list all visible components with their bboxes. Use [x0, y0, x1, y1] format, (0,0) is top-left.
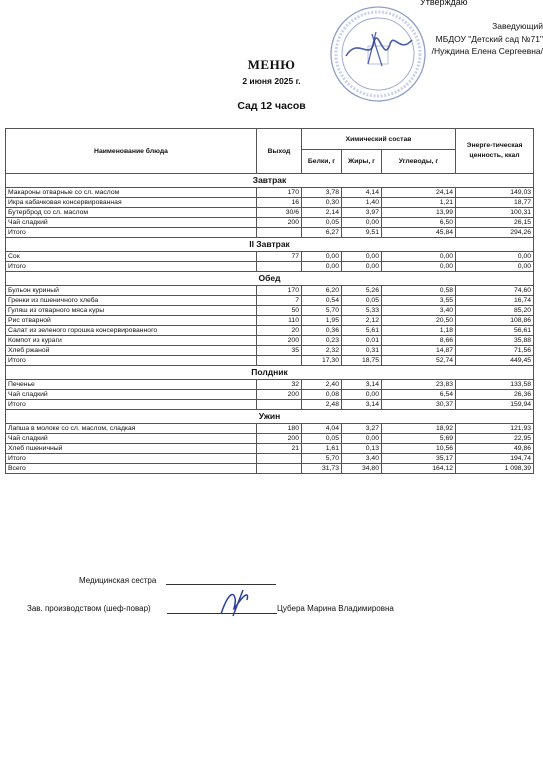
cell-fat: 18,75: [342, 356, 382, 366]
cell-yield: [257, 262, 302, 272]
cell-carb: 0,00: [382, 252, 456, 262]
cell-yield: 20: [257, 326, 302, 336]
cell-carb: 6,54: [382, 390, 456, 400]
cell-kcal: 100,31: [456, 208, 534, 218]
cell-carb: 0,00: [382, 262, 456, 272]
cell-name: Чай сладкий: [6, 434, 257, 444]
cell-protein: 17,30: [302, 356, 342, 366]
header-name: Наименование блюда: [6, 129, 257, 174]
section-row: [6, 272, 534, 286]
table-row: [6, 262, 534, 272]
cell-name: Сок: [6, 252, 257, 262]
cell-kcal: 71,56: [456, 346, 534, 356]
cell-protein: 2,14: [302, 208, 342, 218]
cell-name: Компот из кураги: [6, 336, 257, 346]
cell-yield: [257, 228, 302, 238]
cell-fat: 2,12: [342, 316, 382, 326]
cell-protein: 0,36: [302, 326, 342, 336]
cell-carb: 10,56: [382, 444, 456, 454]
cell-yield: 16: [257, 198, 302, 208]
chef-label: Зав. производством (шеф-повар): [27, 604, 151, 613]
cell-kcal: 0,00: [456, 252, 534, 262]
cell-name: Чай сладкий: [6, 218, 257, 228]
cell-carb: 1,18: [382, 326, 456, 336]
section-title: II Завтрак: [6, 238, 534, 252]
nurse-signature-line: [166, 584, 276, 585]
cell-yield: 7: [257, 296, 302, 306]
cell-yield: 200: [257, 434, 302, 444]
cell-carb: 20,50: [382, 316, 456, 326]
cell-carb: 18,92: [382, 424, 456, 434]
cell-fat: 3,14: [342, 380, 382, 390]
header-carb: Углеводы, г: [382, 150, 456, 174]
cell-carb: 52,74: [382, 356, 456, 366]
cell-fat: 3,40: [342, 454, 382, 464]
cell-protein: 4,04: [302, 424, 342, 434]
cell-fat: 5,26: [342, 286, 382, 296]
cell-kcal: 1 098,39: [456, 464, 534, 474]
cell-name: Макароны отварные со сл. маслом: [6, 188, 257, 198]
cell-protein: 6,27: [302, 228, 342, 238]
approval-heading: Утверждаю: [420, 0, 468, 7]
cell-kcal: 449,45: [456, 356, 534, 366]
section-title: Ужин: [6, 410, 534, 424]
cell-protein: 0,08: [302, 390, 342, 400]
table-row: [6, 326, 534, 336]
cell-protein: 0,05: [302, 218, 342, 228]
cell-protein: 0,54: [302, 296, 342, 306]
stamp-seal-icon: [328, 4, 428, 104]
cell-yield: [257, 356, 302, 366]
cell-carb: 1,21: [382, 198, 456, 208]
cell-carb: 45,84: [382, 228, 456, 238]
cell-protein: 6,20: [302, 286, 342, 296]
table-row: [6, 252, 534, 262]
table-row: [6, 424, 534, 434]
approval-org: МБДОУ "Детский сад №71": [435, 33, 543, 44]
cell-yield: 200: [257, 390, 302, 400]
cell-name: Бутерброд со сл. маслом: [6, 208, 257, 218]
header-energy: Энерге-тическая ценность, ккал: [456, 129, 534, 174]
cell-protein: 5,70: [302, 454, 342, 464]
cell-name: Бульон куриный: [6, 286, 257, 296]
cell-name: Итого: [6, 262, 257, 272]
cell-fat: 3,14: [342, 400, 382, 410]
cell-fat: 0,31: [342, 346, 382, 356]
menu-table: [5, 128, 534, 474]
table-row: [6, 464, 534, 474]
cell-carb: 3,55: [382, 296, 456, 306]
table-row: [6, 218, 534, 228]
cell-fat: 9,51: [342, 228, 382, 238]
cell-carb: 23,83: [382, 380, 456, 390]
cell-yield: 35: [257, 346, 302, 356]
section-row: [6, 366, 534, 380]
cell-fat: 0,00: [342, 390, 382, 400]
cell-kcal: 108,86: [456, 316, 534, 326]
cell-carb: 0,58: [382, 286, 456, 296]
cell-yield: 170: [257, 286, 302, 296]
cell-protein: 0,00: [302, 262, 342, 272]
cell-name: Печенье: [6, 380, 257, 390]
cell-protein: 0,00: [302, 252, 342, 262]
cell-fat: 4,14: [342, 188, 382, 198]
table-row: [6, 336, 534, 346]
chef-signature-icon: [215, 586, 255, 620]
cell-fat: 0,00: [342, 262, 382, 272]
cell-kcal: 159,94: [456, 400, 534, 410]
table-row: [6, 198, 534, 208]
cell-name: Итого: [6, 454, 257, 464]
table-row: [6, 380, 534, 390]
cell-carb: 8,66: [382, 336, 456, 346]
cell-fat: 3,27: [342, 424, 382, 434]
cell-name: Итого: [6, 228, 257, 238]
table-row: [6, 316, 534, 326]
cell-kcal: 0,00: [456, 262, 534, 272]
cell-carb: 6,50: [382, 218, 456, 228]
header-yield: Выход: [257, 129, 302, 174]
cell-carb: 164,12: [382, 464, 456, 474]
cell-carb: 13,99: [382, 208, 456, 218]
cell-fat: 0,01: [342, 336, 382, 346]
table-row: [6, 444, 534, 454]
header-chem: Химический состав: [302, 129, 456, 150]
cell-name: Гуляш из отварного мяса куры: [6, 306, 257, 316]
table-row: [6, 208, 534, 218]
cell-yield: 77: [257, 252, 302, 262]
cell-fat: 0,00: [342, 252, 382, 262]
cell-kcal: 26,15: [456, 218, 534, 228]
table-row: [6, 346, 534, 356]
nurse-label: Медицинская сестра: [79, 576, 157, 585]
cell-name: Хлеб пшеничный: [6, 444, 257, 454]
header-protein: Белки, г: [302, 150, 342, 174]
cell-yield: 200: [257, 218, 302, 228]
cell-fat: 34,80: [342, 464, 382, 474]
cell-yield: 200: [257, 336, 302, 346]
cell-kcal: 294,26: [456, 228, 534, 238]
cell-carb: 14,87: [382, 346, 456, 356]
cell-kcal: 121,93: [456, 424, 534, 434]
cell-carb: 24,14: [382, 188, 456, 198]
cell-kcal: 18,77: [456, 198, 534, 208]
cell-yield: 180: [257, 424, 302, 434]
cell-fat: 1,40: [342, 198, 382, 208]
section-title: Завтрак: [6, 174, 534, 188]
cell-kcal: 35,88: [456, 336, 534, 346]
cell-carb: 3,40: [382, 306, 456, 316]
cell-kcal: 22,95: [456, 434, 534, 444]
page-title: МЕНЮ: [247, 57, 296, 72]
cell-name: Гренки из пшеничного хлеба: [6, 296, 257, 306]
table-row: [6, 296, 534, 306]
table-row: [6, 228, 534, 238]
cell-carb: 30,37: [382, 400, 456, 410]
cell-fat: 0,00: [342, 218, 382, 228]
cell-yield: 30/6: [257, 208, 302, 218]
cell-kcal: 133,58: [456, 380, 534, 390]
cell-kcal: 56,61: [456, 326, 534, 336]
cell-kcal: 49,86: [456, 444, 534, 454]
section-row: [6, 174, 534, 188]
cell-protein: 3,78: [302, 188, 342, 198]
cell-name: Икра кабачковая консервированная: [6, 198, 257, 208]
cell-protein: 0,23: [302, 336, 342, 346]
cell-name: Лапша в молоке со сл. маслом, сладкая: [6, 424, 257, 434]
cell-yield: 50: [257, 306, 302, 316]
cell-fat: 3,97: [342, 208, 382, 218]
cell-yield: 21: [257, 444, 302, 454]
cell-protein: 2,48: [302, 400, 342, 410]
cell-yield: [257, 454, 302, 464]
cell-yield: 32: [257, 380, 302, 390]
cell-yield: 110: [257, 316, 302, 326]
cell-yield: 170: [257, 188, 302, 198]
cell-protein: 0,05: [302, 434, 342, 444]
approval-position: Заведующий: [492, 21, 543, 31]
table-row: [6, 356, 534, 366]
section-title: Обед: [6, 272, 534, 286]
garden-subtitle: Сад 12 часов: [237, 100, 306, 112]
menu-body: [6, 174, 534, 474]
cell-kcal: 16,74: [456, 296, 534, 306]
cell-kcal: 194,74: [456, 454, 534, 464]
cell-fat: 0,00: [342, 434, 382, 444]
cell-kcal: 74,60: [456, 286, 534, 296]
header-fat: Жиры, г: [342, 150, 382, 174]
approval-signer: /Нуждина Елена Сергеевна/: [431, 46, 543, 56]
section-row: [6, 410, 534, 424]
cell-name: Рис отварной: [6, 316, 257, 326]
cell-name: Салат из зеленого горошка консервированного: [6, 326, 257, 336]
cell-kcal: 149,03: [456, 188, 534, 198]
cell-protein: 2,32: [302, 346, 342, 356]
section-title: Полдник: [6, 366, 534, 380]
cell-protein: 1,95: [302, 316, 342, 326]
cell-protein: 31,73: [302, 464, 342, 474]
cell-name: Хлеб ржаной: [6, 346, 257, 356]
cell-name: Чай сладкий: [6, 390, 257, 400]
table-row: [6, 286, 534, 296]
cell-name: Итого: [6, 400, 257, 410]
cell-kcal: 85,20: [456, 306, 534, 316]
cell-fat: 0,13: [342, 444, 382, 454]
table-row: [6, 188, 534, 198]
cell-protein: 1,61: [302, 444, 342, 454]
cell-protein: 2,40: [302, 380, 342, 390]
cell-name: Итого: [6, 356, 257, 366]
cell-name: Всего: [6, 464, 257, 474]
table-row: [6, 390, 534, 400]
cell-carb: 5,69: [382, 434, 456, 444]
table-row: [6, 400, 534, 410]
cell-fat: 5,33: [342, 306, 382, 316]
table-row: [6, 434, 534, 444]
cell-carb: 35,17: [382, 454, 456, 464]
cell-fat: 5,61: [342, 326, 382, 336]
cell-fat: 0,05: [342, 296, 382, 306]
section-row: [6, 238, 534, 252]
cell-kcal: 26,36: [456, 390, 534, 400]
table-row: [6, 454, 534, 464]
cell-protein: 5,70: [302, 306, 342, 316]
cell-protein: 0,30: [302, 198, 342, 208]
cell-yield: [257, 400, 302, 410]
chef-name: Цубера Марина Владимировна: [277, 604, 394, 613]
menu-date: 2 июня 2025 г.: [242, 76, 301, 86]
cell-yield: [257, 464, 302, 474]
table-row: [6, 306, 534, 316]
